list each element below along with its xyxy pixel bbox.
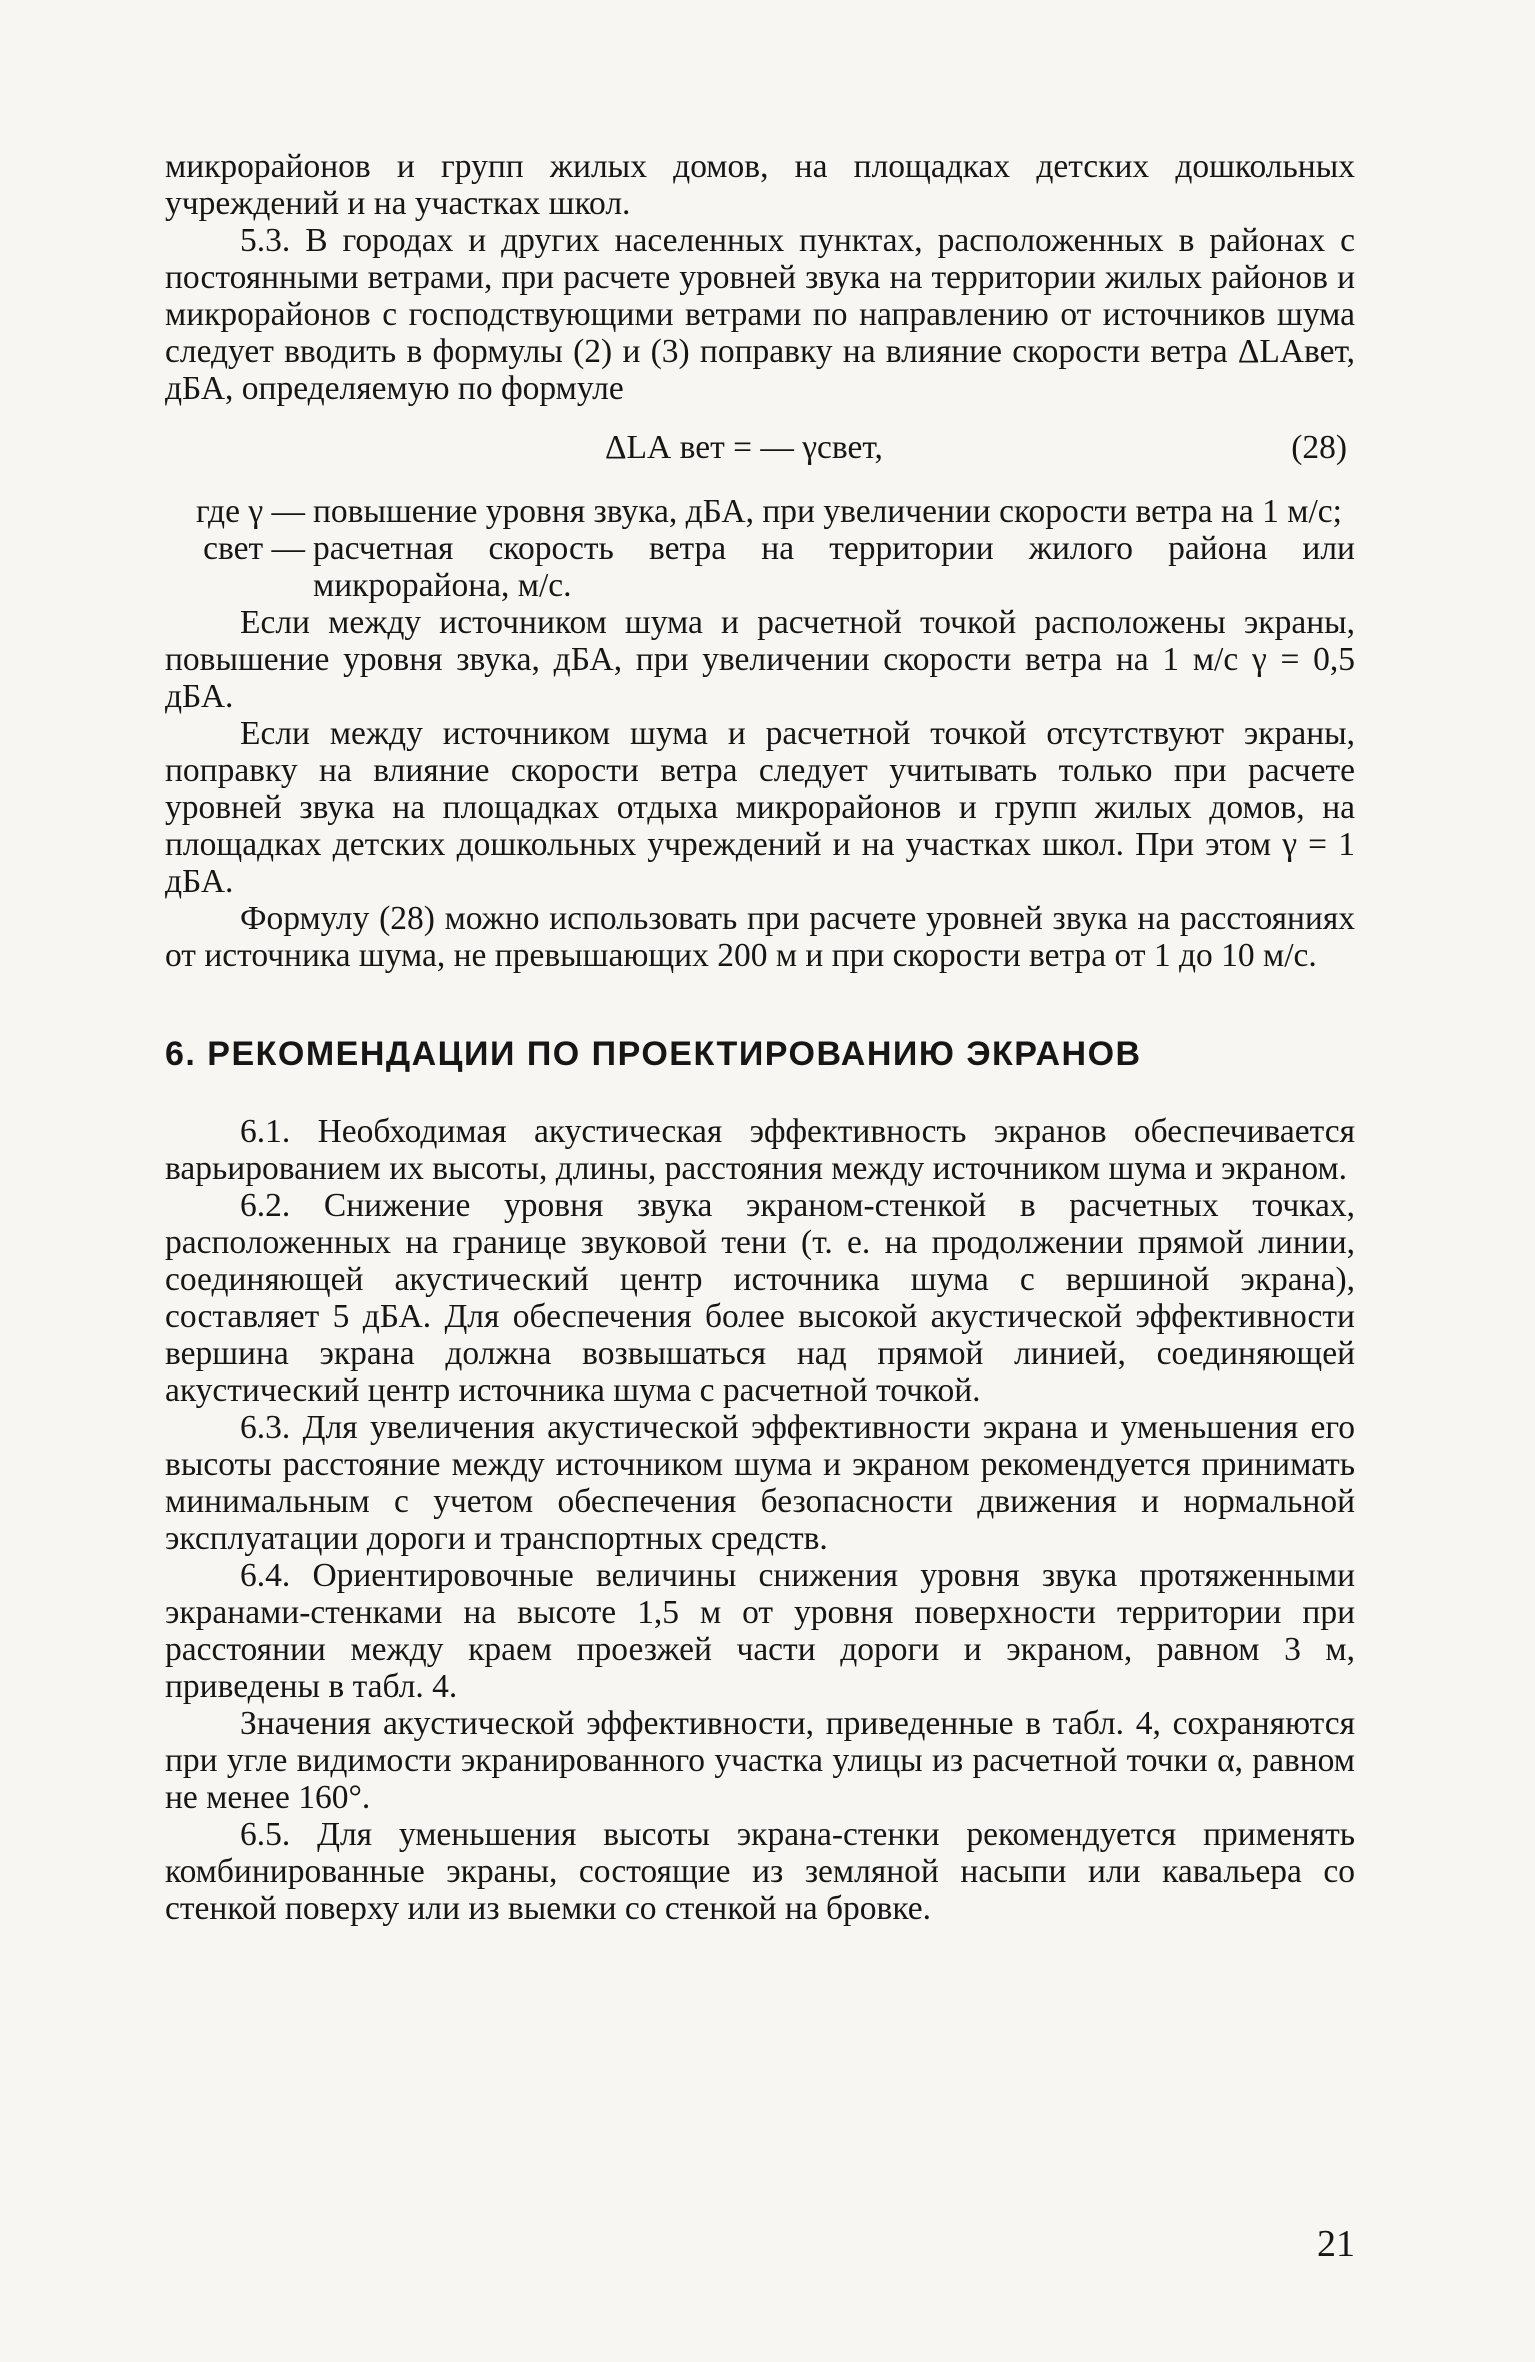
paragraph-screens-absent: Если между источником шума и расчетной точкой отсутствуют экраны, поправку на влияние скорости ветра следует учитывать только при расчете уровней звука на площадках отдыха микрорайонов и групп жилых домов, на площадках детских дошкольных учреждений и на участках школ. При этом γ = 1 дБА. [165, 715, 1355, 900]
formula-28 [165, 421, 1355, 481]
paragraph-6-4-note: Значения акустической эффективности, приведенные в табл. 4, сохраняются при угле видимости экранированного участка улицы из расчетной точки α, равном не менее 160°. [165, 1705, 1355, 1816]
definition-desc: расчетная скорость ветра на территории жилого района или микрорайона, м/с. [313, 530, 1355, 604]
section-heading: 6. РЕКОМЕНДАЦИИ ПО ПРОЕКТИРОВАНИЮ ЭКРАНОВ [165, 1035, 1142, 1073]
definition-term: свет — [203, 530, 305, 567]
paragraph-6-2: 6.2. Снижение уровня звука экраном-стенкой в расчетных точках, расположенных на границе звуковой тени (т. е. на продолжении прямой линии, соединяющей акустический центр источника шума с вершиной экрана), составляет 5 дБА. Для обеспечения более высокой акустической эффективности вершина экрана должна возвышаться над прямой линией, соединяющей акустический центр источника шума с расчетной точкой. [165, 1187, 1355, 1409]
definition-term: где γ — [195, 493, 305, 530]
definition-desc: повышение уровня звука, дБА, при увеличении скорости ветра на 1 м/с; [313, 493, 1342, 530]
formula-number: (28) [1291, 429, 1347, 466]
paragraph-continuation: микрорайонов и групп жилых домов, на площадках детских дошкольных учреждений и на участках школ. [165, 148, 1355, 222]
paragraph-6-5: 6.5. Для уменьшения высоты экрана-стенки рекомендуется применять комбинированные экраны, состоящие из земляной насыпи или кавальера со стенкой поверху или из выемки со стенкой на бровке. [165, 1816, 1355, 1927]
paragraph-6-1: 6.1. Необходимая акустическая эффективность экранов обеспечивается варьированием их высоты, длины, расстояния между источником шума и экраном. [165, 1113, 1355, 1187]
paragraph-6-3: 6.3. Для увеличения акустической эффективности экрана и уменьшения его высоты расстояние между источником шума и экраном рекомендуется принимать минимальным с учетом обеспечения безопасности движения и нормальной эксплуатации дороги и транспортных средств. [165, 1409, 1355, 1557]
page-number: 21 [1317, 2223, 1355, 2265]
body-text [165, 148, 1355, 1927]
paragraph-formula-usage: Формулу (28) можно использовать при расчете уровней звука на расстояниях от источника шума, не превышающих 200 м и при скорости ветра от 1 до 10 м/с. [165, 900, 1355, 974]
definitions-list [165, 493, 1355, 604]
paragraph-5-3: 5.3. В городах и других населенных пунктах, расположенных в районах с постоянными ветрами, при расчете уровней звука на территории жилых районов и микрорайонов с господствующими ветрами по направлению от источников шума следует вводить в формулы (2) и (3) поправку на влияние скорости ветра ΔLАвет, дБА, определяемую по формуле [165, 222, 1355, 407]
paragraph-6-4: 6.4. Ориентировочные величины снижения уровня звука протяженными экранами-стенками на высоте 1,5 м от уровня поверхности территории при расстоянии между краем проезжей части дороги и экраном, равном 3 м, приведены в табл. 4. [165, 1557, 1355, 1705]
formula-expression: ΔLА вет = — γсвет, [605, 429, 883, 466]
paragraph-screens-present: Если между источником шума и расчетной точкой расположены экраны, повышение уровня звука, дБА, при увеличении скорости ветра на 1 м/с γ = 0,5 дБА. [165, 604, 1355, 715]
